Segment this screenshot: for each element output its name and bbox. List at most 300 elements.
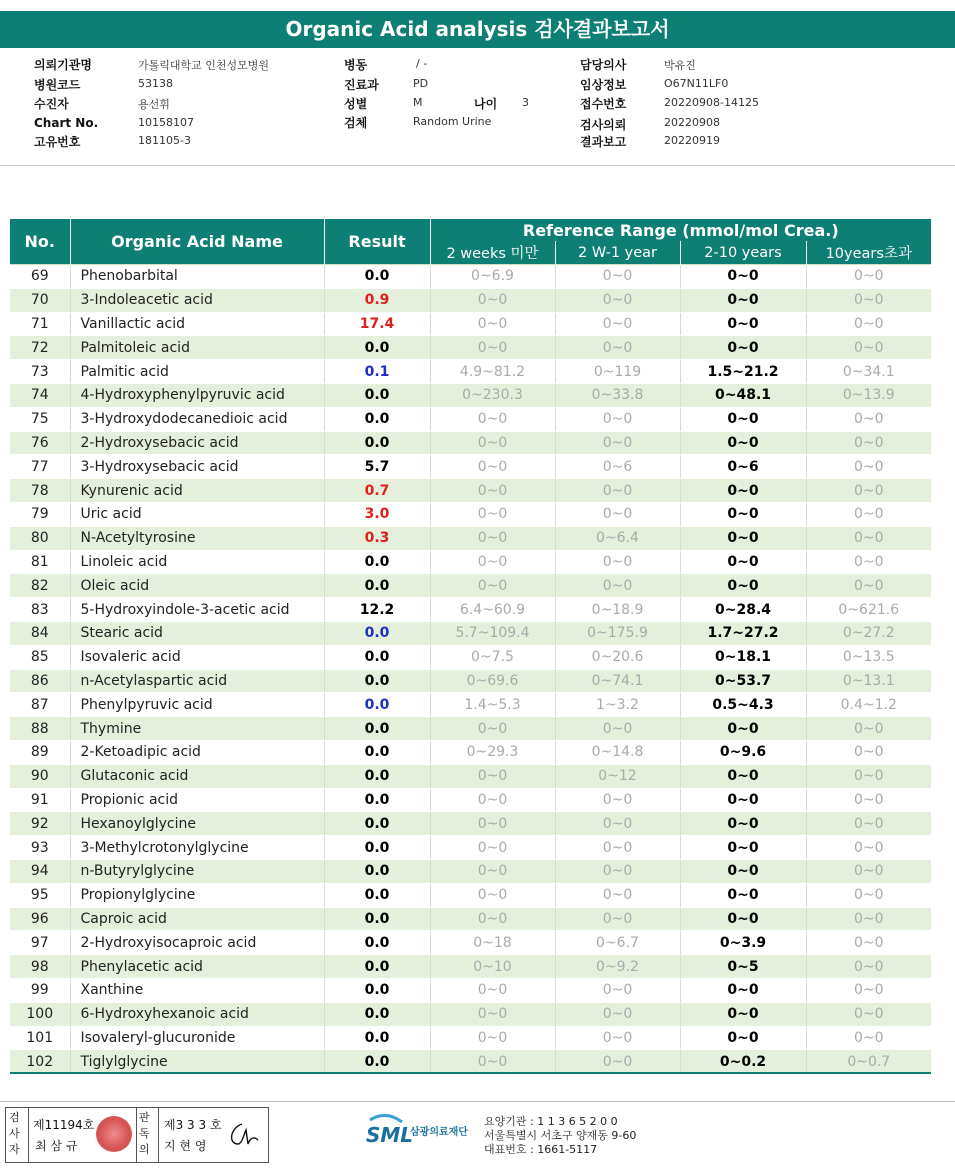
row-result: 12.2 <box>324 598 430 622</box>
lab-address <box>484 1115 636 1157</box>
row-no: 90 <box>10 764 70 788</box>
row-result: 0.1 <box>324 360 430 384</box>
row-ref-2-10y: 0~0 <box>680 265 806 289</box>
row-ref-10y: 0~0 <box>806 740 931 764</box>
row-name: Hexanoylglycine <box>70 812 324 836</box>
row-ref-2w1y: 0~18.9 <box>555 598 680 622</box>
row-ref-10y: 0~0.7 <box>806 1050 931 1074</box>
row-result: 0.0 <box>324 574 430 598</box>
row-ref-2w1y: 0~0 <box>555 336 680 360</box>
table-row <box>10 1002 931 1026</box>
col-ref-header: Reference Range (mmol/mol Crea.) <box>430 219 931 241</box>
row-ref-2w1y: 0~0 <box>555 788 680 812</box>
row-ref-2-10y: 0~0 <box>680 764 806 788</box>
row-result: 0.0 <box>324 931 430 955</box>
row-ref-10y: 0~0 <box>806 717 931 741</box>
row-ref-2weeks: 0~0 <box>430 907 555 931</box>
row-ref-2weeks: 0~0 <box>430 883 555 907</box>
row-ref-2w1y: 0~0 <box>555 978 680 1002</box>
row-name: Tiglylglycine <box>70 1050 324 1074</box>
sub-header-10y: 10years초과 <box>806 241 931 264</box>
table-row <box>10 288 931 312</box>
row-name: Uric acid <box>70 502 324 526</box>
table-row <box>10 574 931 598</box>
row-ref-2w1y: 0~12 <box>555 764 680 788</box>
row-result: 0.0 <box>324 431 430 455</box>
row-name: Propionylglycine <box>70 883 324 907</box>
table-row <box>10 265 931 289</box>
row-no: 101 <box>10 1026 70 1050</box>
row-name: 4-Hydroxyphenylpyruvic acid <box>70 383 324 407</box>
row-ref-10y: 0~0 <box>806 1002 931 1026</box>
row-no: 97 <box>10 931 70 955</box>
row-no: 70 <box>10 288 70 312</box>
patient-info <box>0 48 955 166</box>
row-ref-2w1y: 0~0 <box>555 859 680 883</box>
row-name: Isovaleric acid <box>70 645 324 669</box>
row-ref-2w1y: 1~3.2 <box>555 693 680 717</box>
sub-header-2-10y: 2-10 years <box>680 241 806 264</box>
row-result: 0.0 <box>324 1050 430 1074</box>
patient-value: 용선휘 <box>138 98 170 111</box>
row-ref-2w1y: 0~0 <box>555 312 680 336</box>
row-result: 0.0 <box>324 645 430 669</box>
row-ref-2weeks: 0~0 <box>430 407 555 431</box>
row-result: 0.0 <box>324 717 430 741</box>
row-no: 82 <box>10 574 70 598</box>
row-ref-2weeks: 0~0 <box>430 336 555 360</box>
row-ref-10y: 0~0 <box>806 479 931 503</box>
row-ref-2w1y: 0~0 <box>555 907 680 931</box>
signature-icon <box>224 1120 260 1150</box>
row-ref-10y: 0~34.1 <box>806 360 931 384</box>
row-ref-2weeks: 0~230.3 <box>430 383 555 407</box>
table-row <box>10 883 931 907</box>
row-ref-2-10y: 0~0 <box>680 883 806 907</box>
row-ref-10y: 0~0 <box>806 455 931 479</box>
row-ref-2-10y: 0~0 <box>680 479 806 503</box>
specimen-value: Random Urine <box>413 115 492 128</box>
row-no: 78 <box>10 479 70 503</box>
row-ref-10y: 0~0 <box>806 336 931 360</box>
hospital-code-value: 53138 <box>138 77 173 90</box>
row-ref-2-10y: 0~0 <box>680 788 806 812</box>
row-ref-2weeks: 0~0 <box>430 312 555 336</box>
row-ref-2w1y: 0~0 <box>555 1002 680 1026</box>
row-ref-10y: 0~0 <box>806 550 931 574</box>
row-ref-2weeks: 0~10 <box>430 955 555 979</box>
row-name: 2-Ketoadipic acid <box>70 740 324 764</box>
row-result: 0.0 <box>324 740 430 764</box>
row-ref-2weeks: 0~0 <box>430 431 555 455</box>
row-ref-2-10y: 0~0 <box>680 859 806 883</box>
logo-text: SML <box>366 1123 414 1147</box>
row-no: 92 <box>10 812 70 836</box>
row-ref-2weeks: 0~0 <box>430 1026 555 1050</box>
row-result: 0.0 <box>324 669 430 693</box>
row-ref-10y: 0~0 <box>806 907 931 931</box>
row-ref-2w1y: 0~0 <box>555 883 680 907</box>
row-result: 0.3 <box>324 526 430 550</box>
row-result: 0.0 <box>324 836 430 860</box>
row-name: 5-Hydroxyindole-3-acetic acid <box>70 598 324 622</box>
table-row <box>10 907 931 931</box>
row-ref-2weeks: 0~29.3 <box>430 740 555 764</box>
row-no: 75 <box>10 407 70 431</box>
row-ref-2w1y: 0~33.8 <box>555 383 680 407</box>
row-ref-10y: 0~13.9 <box>806 383 931 407</box>
seal-stamp-icon <box>96 1116 132 1152</box>
row-ref-2weeks: 0~69.6 <box>430 669 555 693</box>
row-ref-10y: 0~0 <box>806 859 931 883</box>
row-ref-2-10y: 0~0 <box>680 907 806 931</box>
row-name: n-Butyrylglycine <box>70 859 324 883</box>
row-ref-2weeks: 0~0 <box>430 1050 555 1074</box>
table-row <box>10 859 931 883</box>
row-ref-2-10y: 1.7~27.2 <box>680 621 806 645</box>
row-ref-10y: 0.4~1.2 <box>806 693 931 717</box>
row-ref-2-10y: 0~3.9 <box>680 931 806 955</box>
row-ref-2w1y: 0~6 <box>555 455 680 479</box>
row-no: 100 <box>10 1002 70 1026</box>
row-ref-2-10y: 0~0.2 <box>680 1050 806 1074</box>
unique-value: 181105-3 <box>138 134 191 147</box>
row-ref-2weeks: 0~0 <box>430 1002 555 1026</box>
age-value: 3 <box>522 96 529 109</box>
org-name: 삼광의료재단 <box>410 1127 468 1138</box>
row-ref-2-10y: 0~48.1 <box>680 383 806 407</box>
reviewer-label: 판독의 <box>139 1111 150 1156</box>
row-ref-2w1y: 0~0 <box>555 1026 680 1050</box>
row-no: 79 <box>10 502 70 526</box>
row-ref-2weeks: 0~0 <box>430 978 555 1002</box>
col-name-header: Organic Acid Name <box>70 219 324 265</box>
table-row <box>10 479 931 503</box>
row-ref-10y: 0~0 <box>806 1026 931 1050</box>
table-row <box>10 312 931 336</box>
row-name: Thymine <box>70 717 324 741</box>
row-name: Kynurenic acid <box>70 479 324 503</box>
row-ref-2-10y: 0~53.7 <box>680 669 806 693</box>
table-row <box>10 836 931 860</box>
row-ref-2weeks: 0~0 <box>430 550 555 574</box>
row-name: Phenobarbital <box>70 265 324 289</box>
row-ref-2w1y: 0~74.1 <box>555 669 680 693</box>
row-ref-10y: 0~0 <box>806 978 931 1002</box>
col-result-header: Result <box>324 219 430 265</box>
clinical-label: 임상정보 <box>580 78 627 92</box>
row-ref-10y: 0~27.2 <box>806 621 931 645</box>
row-ref-2w1y: 0~0 <box>555 265 680 289</box>
row-name: 3-Hydroxydodecanedioic acid <box>70 407 324 431</box>
row-ref-2weeks: 6.4~60.9 <box>430 598 555 622</box>
row-ref-2-10y: 0~9.6 <box>680 740 806 764</box>
row-name: 3-Indoleacetic acid <box>70 288 324 312</box>
reviewer-name: 지 현 영 <box>164 1139 207 1153</box>
row-ref-2w1y: 0~0 <box>555 574 680 598</box>
row-ref-2weeks: 0~0 <box>430 288 555 312</box>
row-ref-2w1y: 0~6.4 <box>555 526 680 550</box>
row-name: N-Acetyltyrosine <box>70 526 324 550</box>
row-name: Glutaconic acid <box>70 764 324 788</box>
row-result: 0.0 <box>324 621 430 645</box>
row-no: 71 <box>10 312 70 336</box>
row-result: 0.0 <box>324 1026 430 1050</box>
table-row <box>10 978 931 1002</box>
results-table <box>10 219 931 1074</box>
row-name: Phenylpyruvic acid <box>70 693 324 717</box>
row-ref-2-10y: 0~5 <box>680 955 806 979</box>
row-ref-10y: 0~13.1 <box>806 669 931 693</box>
row-ref-2-10y: 0.5~4.3 <box>680 693 806 717</box>
row-no: 95 <box>10 883 70 907</box>
table-row <box>10 645 931 669</box>
row-no: 102 <box>10 1050 70 1074</box>
row-name: Caproic acid <box>70 907 324 931</box>
row-name: Oleic acid <box>70 574 324 598</box>
row-no: 94 <box>10 859 70 883</box>
row-name: Xanthine <box>70 978 324 1002</box>
row-no: 74 <box>10 383 70 407</box>
row-name: Palmitic acid <box>70 360 324 384</box>
table-row <box>10 788 931 812</box>
table-row <box>10 764 931 788</box>
row-ref-2-10y: 0~0 <box>680 836 806 860</box>
doctor-label: 담당의사 <box>580 58 627 72</box>
row-ref-10y: 0~0 <box>806 788 931 812</box>
row-ref-2w1y: 0~119 <box>555 360 680 384</box>
row-ref-2w1y: 0~0 <box>555 717 680 741</box>
table-row <box>10 1026 931 1050</box>
table-row <box>10 407 931 431</box>
row-ref-10y: 0~0 <box>806 574 931 598</box>
row-result: 0.0 <box>324 812 430 836</box>
table-row <box>10 431 931 455</box>
table-bottom-rule <box>10 1072 931 1074</box>
row-no: 91 <box>10 788 70 812</box>
row-ref-2weeks: 5.7~109.4 <box>430 621 555 645</box>
row-ref-2w1y: 0~0 <box>555 479 680 503</box>
row-no: 83 <box>10 598 70 622</box>
row-ref-2w1y: 0~0 <box>555 1050 680 1074</box>
report-date-value: 20220919 <box>664 134 720 147</box>
row-ref-2weeks: 1.4~5.3 <box>430 693 555 717</box>
row-ref-2w1y: 0~0 <box>555 812 680 836</box>
row-ref-2weeks: 0~0 <box>430 502 555 526</box>
row-result: 3.0 <box>324 502 430 526</box>
row-name: Linoleic acid <box>70 550 324 574</box>
row-ref-2w1y: 0~0 <box>555 407 680 431</box>
row-no: 72 <box>10 336 70 360</box>
row-ref-2weeks: 0~0 <box>430 764 555 788</box>
row-ref-2weeks: 0~0 <box>430 526 555 550</box>
row-no: 98 <box>10 955 70 979</box>
row-ref-10y: 0~0 <box>806 265 931 289</box>
footer-divider <box>0 1101 955 1102</box>
row-ref-10y: 0~0 <box>806 431 931 455</box>
row-result: 0.0 <box>324 859 430 883</box>
row-ref-2w1y: 0~9.2 <box>555 955 680 979</box>
lab-phone: 대표번호 : 1661-5117 <box>484 1143 598 1156</box>
row-name: n-Acetylaspartic acid <box>70 669 324 693</box>
row-ref-2weeks: 0~0 <box>430 455 555 479</box>
row-result: 0.0 <box>324 788 430 812</box>
row-ref-10y: 0~0 <box>806 288 931 312</box>
row-ref-10y: 0~0 <box>806 312 931 336</box>
row-result: 0.0 <box>324 955 430 979</box>
row-ref-2-10y: 0~0 <box>680 1002 806 1026</box>
row-name: Vanillactic acid <box>70 312 324 336</box>
specimen-label: 검체 <box>344 116 368 130</box>
row-ref-2-10y: 0~0 <box>680 288 806 312</box>
row-ref-2-10y: 0~0 <box>680 550 806 574</box>
row-ref-2weeks: 0~6.9 <box>430 265 555 289</box>
table-row <box>10 669 931 693</box>
table-row <box>10 740 931 764</box>
table-row <box>10 336 931 360</box>
ward-label: 병동 <box>344 58 368 72</box>
sex-value: M <box>413 96 423 109</box>
table-row <box>10 812 931 836</box>
row-result: 0.0 <box>324 764 430 788</box>
row-ref-2w1y: 0~14.8 <box>555 740 680 764</box>
row-ref-2w1y: 0~0 <box>555 288 680 312</box>
chart-label: Chart No. <box>34 116 99 130</box>
row-ref-2-10y: 0~0 <box>680 574 806 598</box>
chart-value: 10158107 <box>138 116 194 129</box>
row-result: 0.0 <box>324 265 430 289</box>
lab-street: 서울특별시 서초구 양재동 9-60 <box>484 1129 637 1142</box>
row-ref-2-10y: 0~0 <box>680 407 806 431</box>
table-row <box>10 550 931 574</box>
row-no: 77 <box>10 455 70 479</box>
row-ref-2w1y: 0~175.9 <box>555 621 680 645</box>
row-ref-2w1y: 0~0 <box>555 836 680 860</box>
row-ref-10y: 0~0 <box>806 407 931 431</box>
row-result: 0.0 <box>324 1002 430 1026</box>
row-ref-2-10y: 0~0 <box>680 312 806 336</box>
row-ref-2-10y: 0~18.1 <box>680 645 806 669</box>
row-name: 3-Methylcrotonylglycine <box>70 836 324 860</box>
unique-label: 고유번호 <box>34 135 81 149</box>
row-name: 3-Hydroxysebacic acid <box>70 455 324 479</box>
row-no: 87 <box>10 693 70 717</box>
row-result: 0.0 <box>324 550 430 574</box>
row-no: 89 <box>10 740 70 764</box>
row-ref-10y: 0~0 <box>806 502 931 526</box>
row-name: Stearic acid <box>70 621 324 645</box>
row-ref-10y: 0~621.6 <box>806 598 931 622</box>
hospital-code-label: 병원코드 <box>34 78 81 92</box>
row-name: 2-Hydroxyisocaproic acid <box>70 931 324 955</box>
row-ref-2-10y: 0~0 <box>680 336 806 360</box>
row-ref-10y: 0~0 <box>806 931 931 955</box>
row-ref-2-10y: 0~0 <box>680 502 806 526</box>
sex-label: 성별 <box>344 97 368 111</box>
row-ref-10y: 0~0 <box>806 812 931 836</box>
row-no: 69 <box>10 265 70 289</box>
table-row <box>10 598 931 622</box>
row-ref-2w1y: 0~0 <box>555 431 680 455</box>
row-ref-2weeks: 0~0 <box>430 788 555 812</box>
row-result: 0.0 <box>324 907 430 931</box>
row-name: Isovaleryl-glucuronide <box>70 1026 324 1050</box>
row-ref-2w1y: 0~20.6 <box>555 645 680 669</box>
row-no: 96 <box>10 907 70 931</box>
row-ref-2weeks: 0~0 <box>430 574 555 598</box>
table-row <box>10 621 931 645</box>
row-no: 80 <box>10 526 70 550</box>
doctor-value: 박유진 <box>664 59 696 72</box>
row-no: 73 <box>10 360 70 384</box>
report-title: Organic Acid analysis 검사결과보고서 <box>0 11 955 48</box>
age-label: 나이 <box>474 97 498 111</box>
row-ref-2-10y: 0~28.4 <box>680 598 806 622</box>
row-ref-2weeks: 4.9~81.2 <box>430 360 555 384</box>
row-no: 85 <box>10 645 70 669</box>
table-row <box>10 526 931 550</box>
row-no: 99 <box>10 978 70 1002</box>
row-name: 2-Hydroxysebacic acid <box>70 431 324 455</box>
tester-license: 제11194호 <box>33 1118 95 1132</box>
row-ref-2-10y: 0~0 <box>680 431 806 455</box>
table-row <box>10 955 931 979</box>
table-row <box>10 455 931 479</box>
row-ref-2-10y: 0~6 <box>680 455 806 479</box>
table-row <box>10 693 931 717</box>
lab-code: 요양기관 : 1 1 3 6 5 2 0 0 <box>484 1115 618 1128</box>
row-no: 88 <box>10 717 70 741</box>
receipt-value: 20220908-14125 <box>664 96 759 109</box>
row-ref-10y: 0~0 <box>806 764 931 788</box>
request-label: 검사의뢰 <box>580 118 627 132</box>
row-ref-2weeks: 0~0 <box>430 717 555 741</box>
row-name: Palmitoleic acid <box>70 336 324 360</box>
row-ref-2w1y: 0~0 <box>555 502 680 526</box>
tester-name: 최 삼 규 <box>35 1139 78 1153</box>
tester-label: 검사자 <box>9 1111 20 1156</box>
report-date-label: 결과보고 <box>580 135 627 149</box>
institution-value: 가톨릭대학교 인천성모병원 <box>138 59 270 72</box>
sub-header-2w1y: 2 W-1 year <box>555 241 680 264</box>
row-result: 0.0 <box>324 336 430 360</box>
table-row <box>10 502 931 526</box>
row-ref-2weeks: 0~0 <box>430 836 555 860</box>
table-row <box>10 931 931 955</box>
row-result: 0.0 <box>324 383 430 407</box>
table-row <box>10 360 931 384</box>
row-result: 0.7 <box>324 479 430 503</box>
row-name: 6-Hydroxyhexanoic acid <box>70 1002 324 1026</box>
row-ref-2weeks: 0~7.5 <box>430 645 555 669</box>
dept-value: PD <box>413 77 429 90</box>
row-ref-2-10y: 1.5~21.2 <box>680 360 806 384</box>
row-ref-10y: 0~0 <box>806 955 931 979</box>
row-result: 0.9 <box>324 288 430 312</box>
reviewer-license: 제3 3 3 호 <box>164 1118 222 1132</box>
row-no: 76 <box>10 431 70 455</box>
row-ref-10y: 0~0 <box>806 883 931 907</box>
row-no: 84 <box>10 621 70 645</box>
clinical-value: O67N11LF0 <box>664 77 729 90</box>
receipt-label: 접수번호 <box>580 97 627 111</box>
row-ref-2-10y: 0~0 <box>680 717 806 741</box>
row-result: 5.7 <box>324 455 430 479</box>
request-value: 20220908 <box>664 116 720 129</box>
row-no: 93 <box>10 836 70 860</box>
row-ref-2-10y: 0~0 <box>680 978 806 1002</box>
signature-box <box>5 1107 269 1163</box>
